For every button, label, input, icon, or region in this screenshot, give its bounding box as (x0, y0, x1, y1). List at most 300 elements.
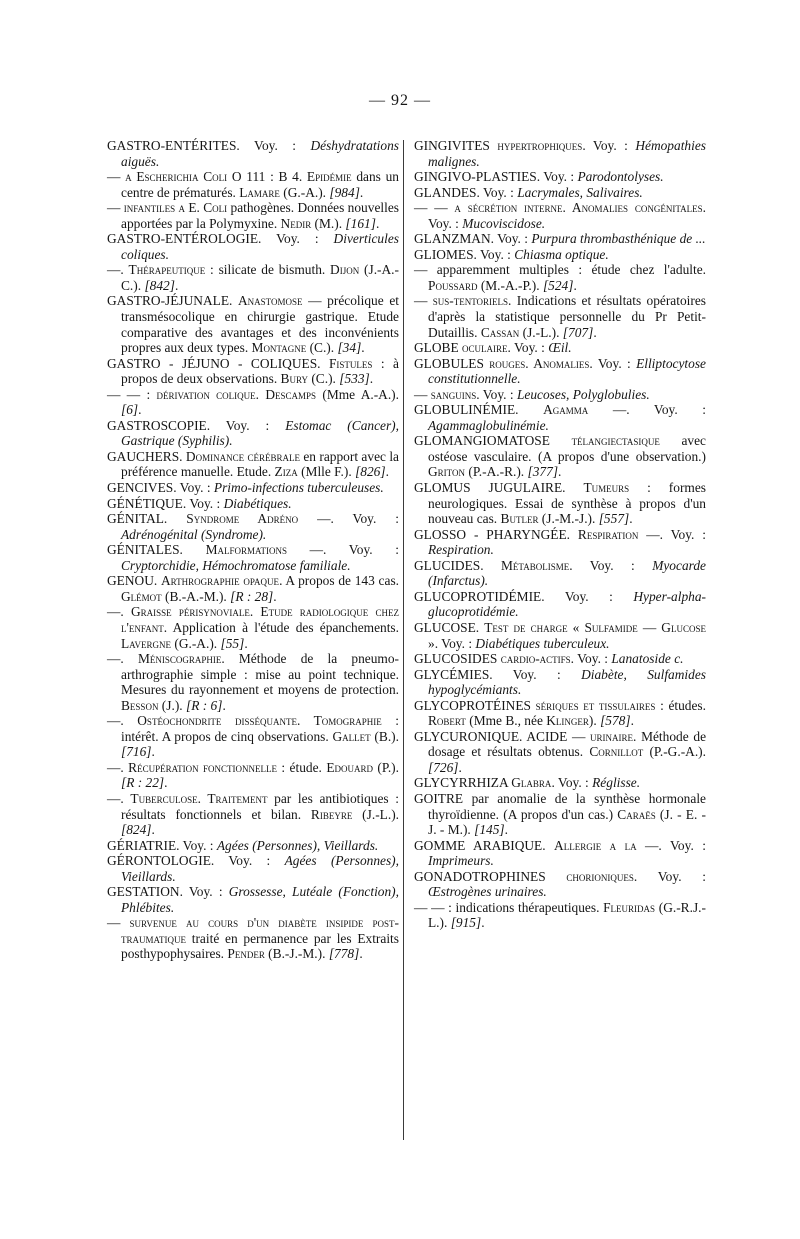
index-entry (107, 293, 399, 355)
index-entry (107, 915, 399, 962)
entry-text: : à propos de deux observations. (121, 355, 400, 387)
index-entry (414, 651, 706, 667)
entry-reference: Mucoviscidose. (462, 215, 546, 231)
entry-text: Voy. : (540, 169, 578, 185)
entry-text: . Méthode de dosage et résultats obtenus. (428, 728, 707, 760)
column-divider (403, 140, 404, 1140)
entry-text (546, 838, 554, 853)
index-entry (414, 589, 706, 620)
entry-heading: GLUCOPROTIDÉMIE. (414, 588, 545, 604)
entry-subheading: Métabolisme (501, 557, 570, 573)
entry-text: . (138, 402, 142, 418)
entry-text (570, 527, 578, 542)
entry-subheading: cardio-actifs (500, 651, 571, 667)
entry-heading: GASTRO-ENTÉRITES. (107, 138, 240, 153)
entry-text: (G.-A.). (171, 635, 221, 651)
entry-heading: GLANZMAN. (414, 231, 494, 247)
entry-text: — (107, 915, 130, 931)
entry-heading: GLYCYRRHIZA (414, 775, 508, 791)
entry-text: . Voy. : (507, 340, 549, 356)
entry-text: traité en permanence par les Extraits posthypophysaires. (121, 930, 399, 962)
entry-subheading: Robert (428, 713, 466, 729)
entry-text: : formes neurologiques. Essai de synthèse à propos d'un nouveau cas. (428, 480, 706, 527)
entry-subheading: sus-tentoriels (432, 293, 509, 309)
index-entry (107, 651, 399, 713)
entry-heading: GÉNÉTIQUE. (107, 495, 187, 511)
entry-text: — (107, 169, 126, 185)
entry-text: . Voy. : (476, 386, 517, 402)
entry-reference: [6] (121, 402, 139, 418)
entry-text: . (151, 822, 155, 838)
entry-subheading: Edouard (326, 759, 373, 775)
entry-subheading: Griton (428, 464, 466, 480)
entry-text: Voy. : (479, 184, 518, 200)
entry-text: avec ostéose vasculaire. (A propos d'une observation.) (428, 433, 706, 464)
entry-reference: [842] (144, 277, 175, 293)
entry-text: ). (588, 713, 601, 729)
entry-text: (C.). (306, 340, 338, 356)
entry-reference: [55] (220, 635, 245, 651)
entry-reference: Cryptorchidie, Hémochromatose familiale. (121, 557, 351, 573)
entry-text: —. Voy. : (298, 511, 399, 527)
entry-text: . (255, 386, 266, 402)
entry-reference: [557] (598, 511, 630, 527)
entry-subheading: Glémot (121, 588, 162, 604)
entry-heading: GENOU. (107, 573, 158, 589)
entry-text: . (164, 775, 168, 791)
entry-reference: [34] (337, 340, 362, 356)
index-entry (414, 838, 706, 869)
entry-subheading: Syndrome Adréno (186, 511, 299, 527)
entry-text: (J.-M.-J.). (538, 511, 599, 527)
entry-subheading: Ostéochondrite disséquante. Tomographie (137, 713, 382, 729)
entry-heading: GLYCURONIQUE. (414, 728, 523, 744)
entry-text: — apparemment multiples : étude chez l'adulte. (414, 262, 706, 278)
index-entry (107, 480, 399, 496)
page-number: — 92 — (369, 92, 431, 109)
entry-text (484, 558, 501, 573)
entry-text: . Indications et résultats opératoires d'après la statistique personnelle du Pr Petit-Dutaillis. (428, 293, 706, 340)
entry-subheading: Anastomose (238, 293, 303, 309)
index-entry (414, 869, 706, 900)
left-column (107, 138, 399, 962)
entry-text: Voy. : (239, 138, 311, 153)
index-entry (107, 542, 399, 573)
entry-reference: [578] (600, 713, 631, 729)
entry-reference: Agammaglobulinémie. (428, 417, 549, 433)
entry-heading: GASTROSCOPIE. (107, 417, 211, 433)
entry-text: — (414, 293, 433, 309)
entry-text: (P.-G.-A.). (643, 744, 706, 760)
entry-heading: GLYCOPROTÉINES (414, 697, 531, 713)
entry-text: . (593, 324, 597, 340)
entry-text: . (458, 759, 462, 775)
entry-heading: GLIOMES. (414, 246, 477, 262)
entry-heading: GÉRIATRIE. (107, 837, 180, 853)
entry-text: (P.). (373, 759, 399, 775)
entry-reference: [726] (428, 759, 459, 775)
entry-heading: GINGIVITES (414, 138, 490, 153)
index-entry (107, 760, 399, 791)
index-entry (107, 169, 399, 200)
entry-text: (J.-L.). (519, 324, 563, 340)
entry-reference: [824] (121, 822, 152, 838)
entry-text: — (107, 200, 124, 216)
entry-text: —. Voy. : (636, 837, 706, 853)
entry-text: . (369, 371, 374, 387)
entry-subheading: Méniscographie (137, 651, 222, 667)
entry-subheading: Ziza (274, 464, 298, 480)
entry-subheading: Récupération fonctionnelle (128, 759, 277, 775)
entry-heading: GÉNITAL. (107, 511, 168, 527)
entry-subheading: Arthrographie opaque (160, 573, 280, 589)
entry-text: (G.-R.J.-L.). (428, 899, 706, 931)
entry-text: . Voy. : (633, 868, 706, 884)
entry-text: . (359, 946, 363, 962)
index-entry (414, 293, 706, 340)
entry-text: —. Voy. : (287, 542, 399, 558)
index-entry (107, 884, 399, 915)
entry-text: (G.-A.). (279, 184, 330, 200)
entry-text: . (359, 184, 364, 200)
entry-text: — précolique et transmésocolique en chirurgie gastrique. Etude comparative des avantages et des inconvénients propres aux deux types. (121, 293, 399, 356)
index-entry (107, 387, 399, 418)
entry-text: . (361, 340, 365, 356)
entry-reference: Œstrogènes urinaires. (428, 884, 547, 900)
entry-heading: GENCIVES. (107, 480, 177, 496)
entry-text: . (222, 697, 226, 713)
entry-reference: Déshydratations aiguës. (121, 138, 399, 169)
index-entry (414, 231, 706, 247)
index-entry (414, 775, 706, 791)
entry-reference: Agées (Personnes), Vieillards. (121, 853, 399, 884)
entry-text: O 111 : B 4. (227, 169, 307, 185)
entry-text: : étude. (277, 759, 327, 775)
entry-text: . Méthode de la pneumo-arthrographie simple : mise au point technique. Mesures du rayonnement et moyens de protection. (121, 651, 399, 698)
entry-text: — (414, 386, 431, 402)
entry-reference: [826] (355, 464, 386, 480)
index-entry (414, 558, 706, 589)
entry-heading: ACIDE (526, 728, 568, 744)
entry-subheading: Dominance cérébrale (185, 448, 300, 464)
index-entry (107, 604, 399, 651)
entry-reference: Elliptocytose constitutionnelle. (428, 355, 706, 387)
entry-text: —. (107, 713, 138, 729)
entry-text: pathogènes. Données nouvelles apportées par la Polymyxine. (121, 200, 399, 231)
entry-reference: [716] (121, 744, 152, 760)
entry-reference: [533] (339, 371, 370, 387)
entry-heading: GLUCOSE. (414, 619, 480, 635)
entry-subheading: Klinger (546, 713, 589, 729)
index-entry (107, 231, 399, 262)
entry-heading: GÉNITALES. (107, 542, 183, 558)
index-entry (414, 620, 706, 651)
entry-subheading: Allergie a la (554, 837, 637, 853)
entry-subheading: sanguins (430, 386, 477, 402)
entry-text: . Voy. : (569, 557, 653, 573)
entry-text: Voy. : (210, 417, 286, 433)
entry-text: (J.). (158, 697, 186, 713)
entry-text (519, 402, 544, 417)
entry-text: . A propos de 143 cas. (279, 573, 400, 589)
entry-reference: Grossesse, Lutéale (Fonction), Phlébites. (121, 884, 399, 915)
entry-reference: Lacrymales, Salivaires. (517, 184, 643, 200)
entry-heading: GLOBE (414, 340, 459, 356)
entry-subheading: oculaire (462, 340, 508, 356)
entry-subheading: a sécrétion interne. Anomalies congénitales (454, 200, 703, 216)
index-entry (107, 356, 399, 387)
entry-subheading: Tumeurs (583, 480, 630, 496)
entry-heading: GASTRO-ENTÉROLOGIE. (107, 231, 262, 247)
entry-subheading: Poussard (428, 277, 478, 293)
entry-text: . Voy. : (434, 635, 476, 651)
entry-reference: Adrénogénital (Syndrome). (121, 526, 267, 542)
entry-heading: GESTATION. (107, 884, 183, 900)
entry-text: — — (414, 200, 455, 216)
entry-text: (M.). (311, 215, 346, 231)
entry-text: . (375, 215, 380, 231)
entry-subheading: Bury (280, 371, 308, 387)
entry-text: (B.). (370, 728, 399, 744)
right-column (414, 138, 706, 931)
entry-text: —. (107, 651, 138, 667)
entry-heading: GLANDES. (414, 184, 480, 200)
entry-reference: [707] (562, 324, 594, 340)
entry-subheading: Test de charge « Sulfamide — Glucose » (428, 619, 706, 651)
entry-text: — — : (107, 386, 157, 402)
entry-text: . (504, 822, 508, 838)
entry-text: (C.). (307, 371, 340, 387)
entry-text: Voy. : (186, 495, 224, 511)
entry-reference: [145] (474, 822, 505, 838)
index-entry (414, 247, 706, 263)
entry-subheading: survenue au cours d'un diabète insipide post-traumatique (121, 915, 399, 946)
index-entry (414, 698, 706, 729)
entry-text: . Voy. : (551, 775, 593, 791)
index-entry (107, 418, 399, 449)
index-entry (107, 496, 399, 512)
entry-heading: GASTRO-JÉJUNALE. (107, 293, 233, 309)
index-entry (414, 480, 706, 527)
entry-text: (P.-A.-R.). (465, 464, 528, 480)
entry-subheading: Epidémie (306, 169, 352, 185)
index-entry (414, 791, 706, 838)
index-entry (414, 138, 706, 169)
entry-subheading: Montagne (251, 340, 307, 356)
index-entry (107, 262, 399, 293)
entry-text: . Voy. : (582, 138, 636, 153)
index-entry (414, 185, 706, 201)
entry-heading: GLUCIDES. (414, 557, 484, 573)
entry-text: (Mme B., née (465, 713, 547, 729)
entry-text: —. Voy. : (588, 402, 706, 418)
entry-heading: GLOBULINÉMIE. (414, 402, 519, 418)
entry-subheading: sériques et tissulaires (535, 697, 656, 713)
index-entry (107, 713, 399, 760)
entry-subheading: dérivation colique (156, 386, 256, 402)
entry-reference: Diabète, Sulfamides hypoglycémiants. (428, 666, 706, 698)
entry-text: : études. (655, 697, 706, 713)
entry-text: . (558, 464, 562, 480)
entry-text: : silicate de bismuth. (205, 262, 331, 278)
entry-subheading: Nedir (280, 215, 312, 231)
entry-subheading: Graisse périsynoviale. Etude radiologique chez l'enfant (121, 604, 399, 635)
entry-subheading: Cassan (480, 324, 520, 340)
entry-reference: [377] (527, 464, 559, 480)
index-entry (414, 340, 706, 356)
entry-reference: Diabétiques. (223, 495, 292, 511)
index-entry (414, 900, 706, 931)
entry-subheading: Lavergne (121, 635, 172, 651)
index-entry (414, 169, 706, 185)
entry-reference: Chiasma optique. (514, 246, 609, 262)
entry-text: . (630, 713, 634, 729)
entry-text: . Voy. : (428, 200, 706, 231)
entry-text (321, 356, 329, 371)
entry-text: . (273, 588, 277, 604)
entry-reference: Lanatoside c. (611, 651, 684, 667)
entry-reference: Diverticules coliques. (121, 231, 399, 262)
index-entry (414, 527, 706, 558)
entry-heading: GINGIVO-PLASTIES. (414, 169, 541, 185)
entry-text: Voy. : (544, 588, 634, 604)
entry-reference: [915] (450, 915, 482, 931)
entry-subheading: hypertrophiques (497, 138, 583, 153)
entry-text: (J. - E. - J. - M.). (428, 806, 706, 838)
entry-subheading: Fleuridas (603, 899, 656, 915)
entry-text: : intérêt. A propos de cinq observations. (121, 713, 399, 744)
entry-text: — (567, 728, 591, 744)
entry-subheading: chorioniques (566, 868, 634, 884)
entry-text: —. Voy. : (638, 526, 706, 542)
entry-subheading: Besson (121, 697, 159, 713)
entry-reference: Diabétiques tuberculeux. (475, 635, 610, 651)
index-entry (107, 791, 399, 838)
entry-text: Voy. : (261, 231, 334, 247)
index-entry (107, 138, 399, 169)
entry-text: (Mme A.-A.). (316, 386, 399, 402)
entry-heading: GOMME ARABIQUE. (414, 837, 546, 853)
index-entry (107, 200, 399, 231)
entry-subheading: télangiectasique (571, 433, 660, 449)
entry-text: Voy. : (176, 480, 214, 496)
entry-heading: GLOMANGIOMATOSE (414, 433, 550, 449)
entry-reference: Œil. (548, 340, 572, 356)
entry-subheading: a Escherichia Coli (125, 169, 228, 185)
entry-text: (B.-J.-M.). (264, 946, 329, 962)
entry-text: . (385, 464, 389, 480)
entry-reference: Primo-infections tuberculeuses. (213, 480, 384, 496)
index-entry (414, 387, 706, 403)
entry-text: GOITRE par anomalie de la synthèse hormonale thyroïdienne. (A propos d'un cas.) (414, 790, 706, 822)
entry-subheading: urinaire (590, 728, 634, 744)
entry-text: Voy. : (493, 231, 532, 247)
entry-subheading: Malformations (205, 542, 287, 558)
entry-text: . (174, 277, 179, 293)
entry-reference: Agées (Personnes), Vieillards. (216, 837, 379, 853)
entry-text (167, 511, 186, 526)
entry-text: . Voy. : (589, 355, 637, 371)
entry-text: Voy. : (492, 666, 582, 682)
entry-reference: Estomac (Cancer), Gastrique (Syphilis). (121, 417, 399, 449)
entry-text: —. (107, 262, 129, 278)
entry-subheading: Tuberculose. Traitement (130, 790, 268, 806)
index-entry (107, 449, 399, 480)
entry-heading: GÉRONTOLOGIE. (107, 853, 215, 869)
entry-subheading: rouges. Anomalies (489, 355, 590, 371)
entry-reference: Purpura thrombasthénique de ... (531, 231, 706, 247)
entry-text: Voy. : (179, 837, 217, 853)
entry-text: en rapport avec la préférence manuelle. Etude. (121, 448, 399, 480)
entry-heading: GLOMUS JUGULAIRE. (414, 480, 566, 496)
index-entry (414, 729, 706, 776)
entry-reference: [524] (542, 277, 574, 293)
index-entry (107, 838, 399, 854)
entry-text: . (151, 744, 155, 760)
entry-heading: GONADOTROPHINES (414, 868, 546, 884)
entry-reference: Respiration. (428, 542, 494, 558)
index-entry (414, 356, 706, 387)
entry-text: . (244, 635, 248, 651)
index-entry (107, 573, 399, 604)
entry-text: (Mlle F.). (297, 464, 356, 480)
entry-heading: GASTRO - JÉJUNO - COLIQUES. (107, 355, 321, 371)
entry-reference: Leucoses, Polyglobulies. (516, 386, 650, 402)
entry-subheading: Glabra (511, 775, 552, 791)
entry-text: . (481, 915, 485, 931)
entry-text: Voy. : (182, 884, 229, 900)
entry-heading: GLOBULES (414, 355, 484, 371)
entry-reference: [R : 6] (185, 697, 223, 713)
entry-subheading: Cornillot (589, 744, 644, 760)
entry-reference: Parodontolyses. (577, 169, 664, 185)
index-entry (107, 853, 399, 884)
index-entry (414, 200, 706, 231)
entry-subheading: Thérapeutique (128, 262, 206, 278)
entry-text: — — : indications thérapeutiques. (414, 899, 604, 915)
entry-subheading: Lamare (239, 184, 280, 200)
entry-text: —. (107, 604, 131, 620)
entry-subheading: Dijon (330, 262, 360, 278)
entry-text: Voy. : (214, 853, 285, 869)
entry-subheading: Caraës (617, 806, 656, 822)
entry-reference: [R : 28] (230, 588, 274, 604)
entry-heading: GLOSSO - PHARYNGÉE. (414, 526, 570, 542)
entry-text: . (629, 511, 633, 527)
index-entry (414, 667, 706, 698)
entry-subheading: infantiles a E. Coli (123, 200, 228, 216)
entry-reference: Hyper-alpha-glucoprotidémie. (428, 588, 706, 620)
entry-subheading: Agamma (543, 402, 589, 418)
entry-text (183, 542, 206, 557)
entry-reference: [R : 22] (121, 775, 165, 791)
entry-text: (M.-A.-P.). (477, 277, 543, 293)
entry-text: par les antibiotiques : résultats fonctionnels et bilan. (121, 790, 399, 822)
index-entry (414, 433, 706, 480)
entry-reference: Myocarde (Infarctus). (428, 557, 706, 589)
entry-text: . Application à l'étude des épanchements. (163, 619, 399, 635)
entry-subheading: Fistules (328, 355, 373, 371)
entry-text: —. (107, 759, 129, 775)
entry-reference: Imprimeurs. (428, 853, 494, 869)
entry-text (550, 433, 572, 448)
entry-subheading: Descamps (265, 386, 317, 402)
entry-subheading: Respiration (577, 526, 639, 542)
entry-text: —. (107, 790, 131, 806)
entry-heading: GAUCHERS. (107, 448, 183, 464)
entry-reference: [161] (345, 215, 376, 231)
entry-reference: [984] (329, 184, 360, 200)
